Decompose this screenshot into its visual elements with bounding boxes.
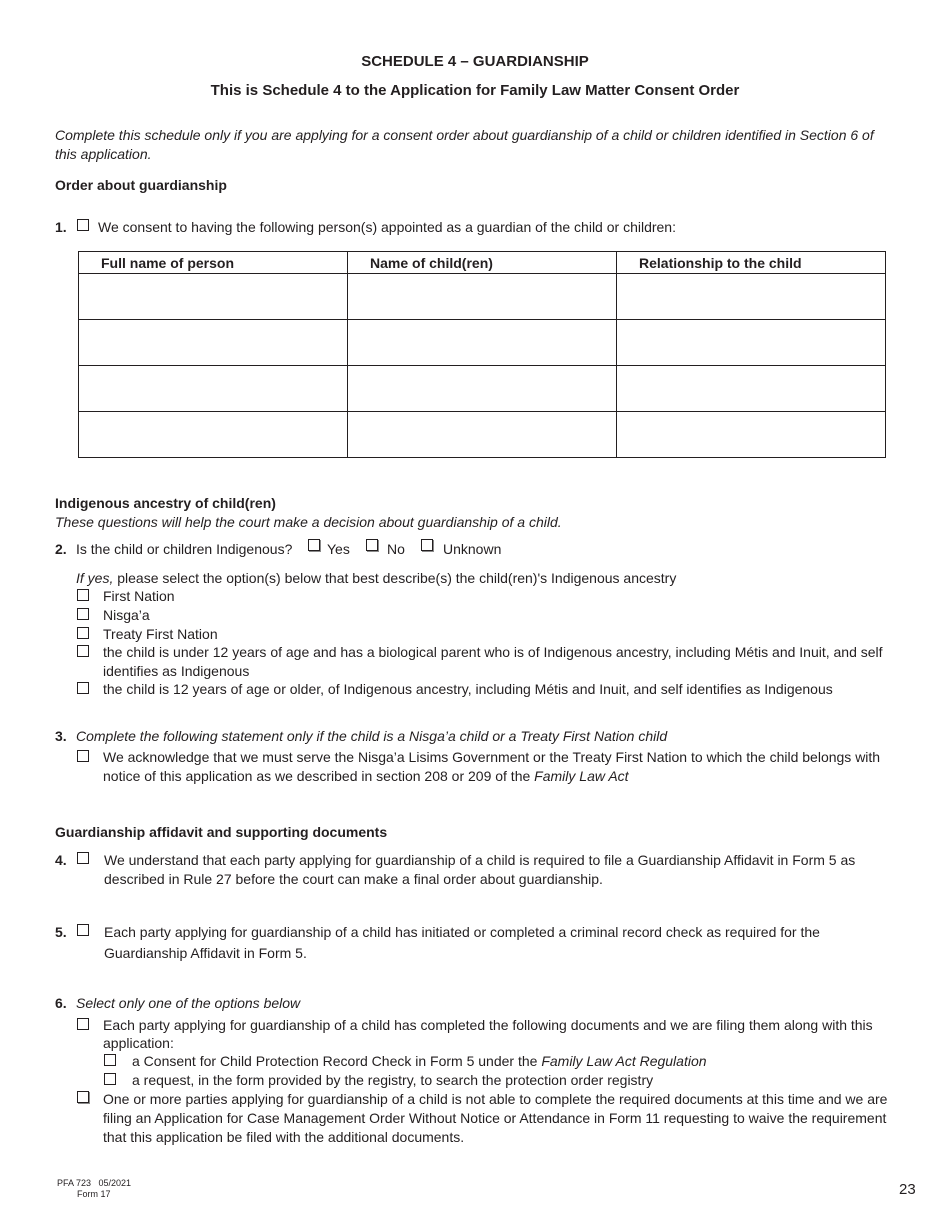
q4-line-2: described in Rule 27 before the court can make a final order about guardianship.	[104, 871, 603, 887]
consent-record-check-plain: a Consent for Child Protection Record Check in Form 5 under the	[132, 1053, 538, 1069]
q2-unknown-checkbox[interactable]	[421, 539, 433, 551]
section-heading-order: Order about guardianship	[55, 177, 227, 193]
q6-option-a-checkbox[interactable]	[77, 1018, 89, 1030]
consent-record-check-checkbox[interactable]	[104, 1054, 116, 1066]
first-nation-checkbox[interactable]	[77, 589, 89, 601]
if-yes-rest: please select the option(s) below that best describe(s) the child(ren)'s Indigenous ancestry	[117, 570, 677, 586]
cell-relationship[interactable]	[617, 274, 886, 320]
column-header-full-name: Full name of person	[79, 252, 348, 274]
form-code: PFA 723 05/2021	[57, 1178, 132, 1188]
q6-lead: Select only one of the options below	[76, 995, 301, 1011]
q3-lead: Complete the following statement only if the child is a Nisga’a child or a Treaty First Nation child	[76, 728, 668, 744]
section-heading-ancestry: Indigenous ancestry of child(ren)	[55, 495, 276, 511]
q3-acknowledge-checkbox[interactable]	[77, 750, 89, 762]
q4-number: 4.	[55, 852, 67, 868]
q2-number: 2.	[55, 541, 67, 557]
q6-option-a-line-2: application:	[103, 1035, 174, 1051]
q2-if-yes-instruction	[76, 569, 676, 587]
q2-question: Is the child or children Indigenous?	[76, 541, 293, 557]
over-12-checkbox[interactable]	[77, 682, 89, 694]
q3-family-law-act: Family Law Act	[534, 768, 629, 784]
q1-number: 1.	[55, 219, 67, 235]
table-row	[79, 320, 886, 366]
q3-number: 3.	[55, 728, 67, 744]
nisgaa-checkbox[interactable]	[77, 608, 89, 620]
q5-line-2: Guardianship Affidavit in Form 5.	[104, 945, 307, 961]
cell-full-name[interactable]	[79, 274, 348, 320]
consent-record-check-label	[132, 1052, 707, 1070]
q3-line-1: We acknowledge that we must serve the Nisga’a Lisims Government or the Treaty First Nation to which the child belongs with	[103, 749, 881, 765]
treaty-first-nation-checkbox[interactable]	[77, 627, 89, 639]
guardian-table	[78, 251, 886, 458]
q4-line-1: We understand that each party applying for guardianship of a child is required to file a Guardianship Affidavit in Form 5 as	[104, 852, 856, 868]
cell-full-name[interactable]	[79, 366, 348, 412]
guardian-table-header-row	[79, 252, 886, 274]
ancestry-intro: These questions will help the court make a decision about guardianship of a child.	[55, 514, 562, 530]
under-12-checkbox[interactable]	[77, 645, 89, 657]
q6-option-b-checkbox[interactable]	[77, 1091, 89, 1103]
schedule-title: SCHEDULE 4 – GUARDIANSHIP	[361, 53, 589, 70]
q6-option-b-line-2: filing an Application for Case Management Order Without Notice or Attendance in Form 11 requesting to waive the requirement	[103, 1110, 887, 1126]
under-12-label-line-1: the child is under 12 years of age and has a biological parent who is of Indigenous ancestry, including Métis and Inuit, and self	[103, 644, 883, 660]
cell-relationship[interactable]	[617, 320, 886, 366]
table-row	[79, 412, 886, 458]
column-header-relationship: Relationship to the child	[617, 252, 886, 274]
q3-line-2-plain: notice of this application as we described in section 208 or 209 of the	[103, 768, 531, 784]
cell-relationship[interactable]	[617, 366, 886, 412]
over-12-label: the child is 12 years of age or older, of Indigenous ancestry, including Métis and Inuit, and self identifies as Indigenous	[103, 681, 833, 697]
cell-child-names[interactable]	[348, 274, 617, 320]
form-number: Form 17	[77, 1189, 111, 1199]
q6-option-b-line-3: that this application be filed with the additional documents.	[103, 1129, 465, 1145]
instruction-line-2: this application.	[55, 146, 152, 162]
cell-full-name[interactable]	[79, 320, 348, 366]
q2-yes-checkbox[interactable]	[308, 539, 320, 551]
section-heading-affidavit: Guardianship affidavit and supporting documents	[55, 824, 388, 840]
family-law-act-regulation: Family Law Act Regulation	[541, 1053, 707, 1069]
cell-child-names[interactable]	[348, 412, 617, 458]
q2-no-checkbox[interactable]	[366, 539, 378, 551]
first-nation-label: First Nation	[103, 588, 175, 604]
table-row	[79, 274, 886, 320]
q2-unknown-label: Unknown	[443, 541, 502, 557]
page-subtitle: This is Schedule 4 to the Application for Family Law Matter Consent Order	[210, 82, 740, 99]
if-yes-lead: If yes,	[76, 570, 114, 586]
cell-child-names[interactable]	[348, 366, 617, 412]
q1-consent-checkbox[interactable]	[77, 219, 89, 231]
q6-option-a-line-1: Each party applying for guardianship of a child has completed the following documents and we are filing them along with this	[103, 1017, 873, 1033]
q5-checkbox[interactable]	[77, 924, 89, 936]
treaty-first-nation-label: Treaty First Nation	[103, 626, 218, 642]
instruction-line-1: Complete this schedule only if you are applying for a consent order about guardianship of a child or children identified in Section 6 of	[55, 127, 874, 143]
q2-no-label: No	[387, 541, 405, 557]
q6-option-b-line-1: One or more parties applying for guardianship of a child is not able to complete the required documents at this time and we are	[103, 1091, 888, 1107]
q6-number: 6.	[55, 995, 67, 1011]
registry-search-checkbox[interactable]	[104, 1073, 116, 1085]
q5-line-1: Each party applying for guardianship of a child has initiated or completed a criminal record check as required for the	[104, 924, 820, 940]
q4-checkbox[interactable]	[77, 852, 89, 864]
table-row	[79, 366, 886, 412]
column-header-child-names: Name of child(ren)	[348, 252, 617, 274]
q2-yes-label: Yes	[327, 541, 350, 557]
cell-full-name[interactable]	[79, 412, 348, 458]
q3-line-2	[103, 767, 629, 785]
nisgaa-label: Nisga’a	[103, 607, 150, 623]
under-12-label-line-2: identifies as Indigenous	[103, 663, 250, 679]
cell-child-names[interactable]	[348, 320, 617, 366]
page-number: 23	[899, 1181, 916, 1198]
cell-relationship[interactable]	[617, 412, 886, 458]
q5-number: 5.	[55, 924, 67, 940]
q1-text: We consent to having the following person(s) appointed as a guardian of the child or children:	[98, 219, 676, 235]
registry-search-label: a request, in the form provided by the registry, to search the protection order registry	[132, 1072, 654, 1088]
